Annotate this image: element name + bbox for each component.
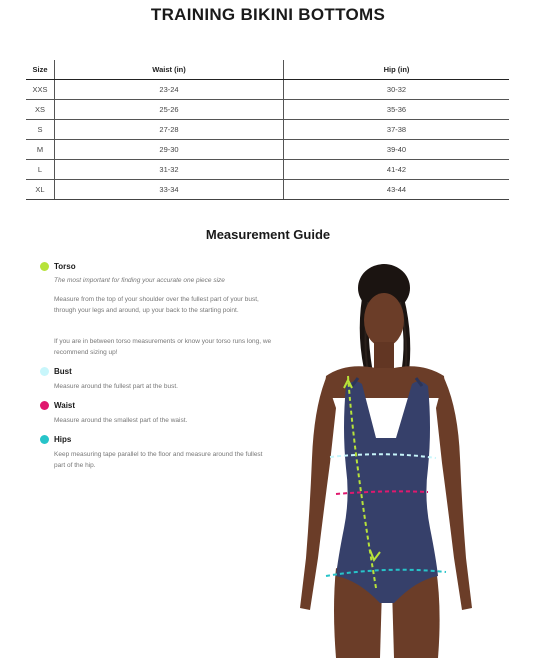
table-row [26,100,509,120]
model-measurement-illustration [296,258,476,658]
size-cell: XL [26,180,55,200]
size-cell: L [26,160,55,180]
bust-heading [40,367,72,376]
size-cell: XS [26,100,55,120]
torso-tip: If you are in between torso measurements or know your torso runs long, we recommend sizing up! [54,338,272,356]
hip-cell: 39-40 [284,140,510,160]
hips-label: Hips [54,435,72,444]
hip-column-header: Hip (in) [284,60,510,80]
measurement-guide-title: Measurement Guide [205,227,331,242]
table-row [26,160,509,180]
size-cell: S [26,120,55,140]
waist-cell: 31-32 [55,160,284,180]
hip-cell: 37-38 [284,120,510,140]
waist-column-header: Waist (in) [55,60,284,80]
size-chart-table [26,60,509,200]
torso-label: Torso [54,262,76,271]
page-title: TRAINING BIKINI BOTTOMS [150,5,386,24]
waist-cell: 23-24 [55,80,284,100]
bust-label: Bust [54,367,72,376]
table-row [26,140,509,160]
waist-instructions: Measure around the smallest part of the waist. [54,417,188,424]
size-cell: M [26,140,55,160]
hips-dot-icon [40,435,49,444]
table-header-row [26,60,509,80]
waist-cell: 33-34 [55,180,284,200]
waist-heading [40,401,75,410]
hip-cell: 41-42 [284,160,510,180]
bust-dot-icon [40,367,49,376]
waist-cell: 25-26 [55,100,284,120]
table-row [26,80,509,100]
hip-cell: 30-32 [284,80,510,100]
torso-dot-icon [40,262,49,271]
size-column-header: Size [26,60,55,80]
table-row [26,120,509,140]
hip-cell: 35-36 [284,100,510,120]
hips-instructions: Keep measuring tape parallel to the floor and measure around the fullest part of the hip. [54,451,263,469]
bust-instructions: Measure around the fullest part at the bust. [54,383,178,390]
waist-dot-icon [40,401,49,410]
table-row [26,180,509,200]
torso-heading [40,262,76,271]
waist-label: Waist [54,401,76,410]
waist-cell: 29-30 [55,140,284,160]
waist-cell: 27-28 [55,120,284,140]
torso-instructions: Measure from the top of your shoulder over the fullest part of your bust, through your legs and around, up your back to the starting point. [54,296,259,314]
hip-cell: 43-44 [284,180,510,200]
hips-heading [40,435,71,444]
size-cell: XXS [26,80,55,100]
torso-subtitle: The most important for finding your accurate one piece size [54,277,225,284]
